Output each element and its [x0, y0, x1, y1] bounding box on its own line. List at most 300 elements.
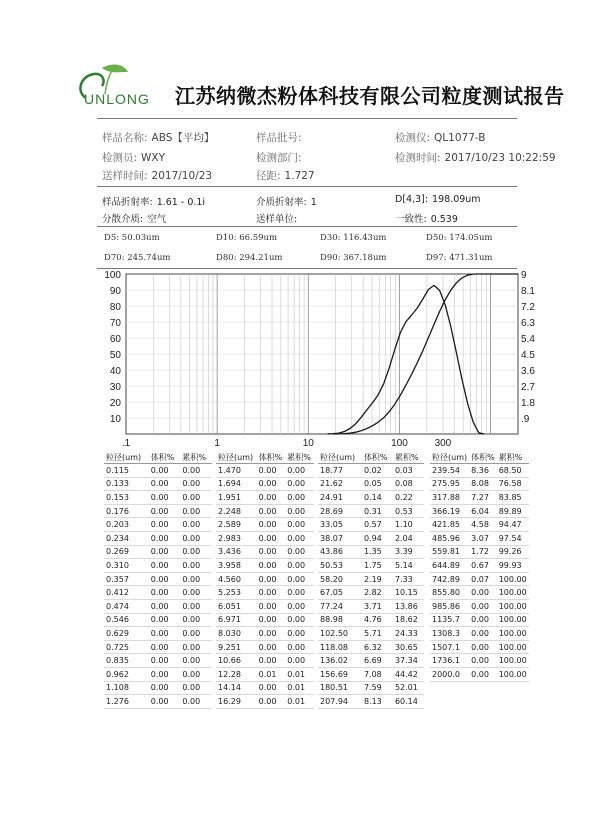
table-cell: 0.00 [150, 628, 169, 638]
table-cell: 0.629 [106, 628, 129, 638]
table-cell: 8.36 [471, 465, 489, 475]
table-row [216, 464, 314, 478]
y-right-tick-label: 4.5 [521, 350, 535, 361]
table-header: 累积% [287, 452, 311, 462]
table-cell: 24.33 [394, 628, 418, 638]
table-cell: 317.88 [432, 492, 460, 502]
y-right-tick-label: 2.7 [521, 382, 535, 393]
y-left-tick-label: 80 [109, 302, 121, 313]
table-cell: 99.26 [498, 547, 522, 557]
table-row [430, 654, 529, 668]
table-cell: 33.05 [320, 520, 343, 530]
table-cell: 0.00 [182, 479, 201, 489]
table-row [318, 681, 424, 695]
dept-field: 检测部门: [256, 152, 302, 164]
table-cell: 118.08 [320, 642, 348, 652]
table-row [318, 504, 424, 518]
table-cell: 0.00 [258, 533, 277, 543]
y-left-tick-label: 40 [109, 366, 121, 377]
table-row [430, 627, 529, 641]
table-cell: 100.00 [498, 574, 527, 584]
table-row [216, 654, 314, 668]
table-cell: 0.00 [258, 683, 277, 693]
table-cell: 0.08 [394, 479, 413, 489]
table-header: 粒径(um) [218, 452, 254, 462]
table-header: 粒径(um) [320, 452, 356, 462]
table-cell: 0.07 [471, 574, 489, 584]
table-cell: 1.35 [363, 547, 382, 557]
table-cell: 0.00 [150, 520, 169, 530]
table-cell: 0.310 [106, 560, 129, 570]
table-cell: 8.13 [363, 696, 382, 706]
sample-name-field: 样品名称: ABS【平均】 [102, 132, 215, 144]
table-cell: 5.14 [394, 560, 413, 570]
table-row [318, 586, 424, 600]
table-cell: 0.00 [471, 588, 489, 598]
table-cell: 0.176 [106, 506, 129, 516]
x-tick-label: 10 [302, 438, 314, 449]
table-cell: 0.00 [182, 520, 201, 530]
x-tick-label: 100 [391, 438, 408, 449]
dispersant-field: 分散介质: 空气 [102, 214, 167, 225]
table-cell: 1.470 [218, 465, 241, 475]
table-row [216, 531, 314, 545]
table-cell: 10.15 [394, 588, 418, 598]
table-row [104, 559, 212, 573]
table-cell: 0.67 [471, 560, 489, 570]
table-cell: 0.00 [182, 465, 201, 475]
table-cell: 1507.1 [432, 642, 460, 652]
table-cell: 0.00 [258, 628, 277, 638]
sender-field: 送样单位: [256, 214, 298, 225]
table-cell: 6.69 [363, 656, 382, 666]
table-cell: 180.51 [320, 683, 348, 693]
table-cell: 0.00 [150, 601, 169, 611]
table-cell: 239.54 [432, 465, 460, 475]
y-left-tick-label: 20 [109, 398, 121, 409]
x-tick-label: 1 [214, 438, 220, 449]
table-row [216, 599, 314, 613]
table-cell: 0.00 [258, 601, 277, 611]
table-cell: 0.00 [258, 642, 277, 652]
data-table-3 [318, 451, 424, 709]
chart-grid [126, 274, 518, 434]
y-left-tick-label: 10 [109, 414, 121, 425]
table-row [318, 545, 424, 559]
table-cell: 0.01 [287, 683, 306, 693]
table-cell: 0.01 [258, 669, 277, 679]
table-cell: 2.983 [218, 533, 241, 543]
y-right-tick-label: 9 [521, 270, 527, 281]
table-row [216, 627, 314, 641]
y-right-tick-label: 5.4 [521, 334, 535, 345]
table-cell: 0.725 [106, 642, 129, 652]
table-row [216, 545, 314, 559]
table-cell: 0.00 [182, 656, 201, 666]
table-cell: 644.89 [432, 560, 460, 570]
table-row [318, 654, 424, 668]
table-row [318, 667, 424, 681]
y-right-tick-label: 7.2 [521, 302, 535, 313]
table-row [318, 491, 424, 505]
table-header: 体积% [258, 452, 283, 462]
data-table-2 [216, 451, 314, 709]
table-row [104, 572, 212, 586]
table-cell: 421.85 [432, 520, 460, 530]
table-cell: 0.00 [287, 533, 306, 543]
table-cell: 0.00 [182, 533, 201, 543]
table-row [104, 586, 212, 600]
table-row [216, 491, 314, 505]
medium-ri-field: 介质折射率: 1 [256, 197, 317, 208]
table-row [430, 599, 529, 613]
table-cell: 0.00 [287, 560, 306, 570]
d80-value: D80: 294.21um [216, 253, 283, 263]
table-cell: 0.00 [287, 628, 306, 638]
d90-value: D90: 367.18um [320, 253, 387, 263]
table-cell: 0.00 [182, 669, 201, 679]
table-cell: 0.269 [106, 547, 129, 557]
table-cell: 28.69 [320, 506, 343, 516]
table-cell: 100.00 [498, 628, 527, 638]
table-cell: 0.00 [287, 588, 306, 598]
table-row [104, 477, 212, 491]
d97-value: D97: 471.31um [426, 253, 493, 263]
table-cell: 0.546 [106, 615, 129, 625]
table-cell: 0.00 [150, 506, 169, 516]
d50-value: D50: 174.05um [426, 233, 493, 243]
table-cell: 0.00 [471, 669, 489, 679]
table-row [216, 559, 314, 573]
table-cell: 559.81 [432, 547, 460, 557]
table-cell: 94.47 [498, 520, 522, 530]
d43-field: D[4,3]: 198.09um [395, 194, 481, 205]
d5-value: D5: 50.03um [104, 233, 160, 243]
table-cell: 76.58 [498, 479, 522, 489]
data-table-4 [430, 451, 529, 682]
table-cell: 100.00 [498, 615, 527, 625]
table-cell: 7.08 [363, 669, 382, 679]
table-cell: 136.02 [320, 656, 348, 666]
table-cell: 2.04 [394, 533, 413, 543]
table-row [104, 654, 212, 668]
batch-field: 样品批号: [256, 132, 302, 144]
table-cell: 24.91 [320, 492, 343, 502]
table-cell: 0.31 [363, 506, 382, 516]
table-cell: 16.29 [218, 696, 241, 706]
table-cell: 0.00 [150, 696, 169, 706]
table-cell: 0.00 [182, 547, 201, 557]
instrument-field: 检测仪: QL1077-B [395, 132, 486, 144]
table-cell: 1.951 [218, 492, 241, 502]
table-cell: 99.93 [498, 560, 522, 570]
table-row [318, 599, 424, 613]
table-cell: 0.22 [394, 492, 413, 502]
table-cell: 3.07 [471, 533, 489, 543]
table-cell: 4.560 [218, 574, 241, 584]
y-left-tick-label: 60 [109, 334, 121, 345]
table-cell: 0.00 [471, 601, 489, 611]
table-cell: 0.00 [287, 656, 306, 666]
table-cell: 7.27 [471, 492, 489, 502]
table-cell: 2.589 [218, 520, 241, 530]
table-cell: 0.00 [471, 656, 489, 666]
table-row [216, 477, 314, 491]
table-cell: 7.33 [394, 574, 413, 584]
table-row [430, 464, 529, 478]
table-row [318, 572, 424, 586]
table-row [104, 640, 212, 654]
volume-distribution-curve [328, 285, 485, 434]
table-cell: 6.04 [471, 506, 489, 516]
table-cell: 3.958 [218, 560, 241, 570]
table-cell: 1.75 [363, 560, 382, 570]
tester-field: 检测员: WXY [102, 152, 166, 164]
report-title: 江苏纳微杰粉体科技有限公司粒度测试报告 [175, 84, 565, 108]
table-cell: 1.72 [471, 547, 489, 557]
table-cell: 4.76 [363, 615, 382, 625]
table-cell: 0.474 [106, 601, 129, 611]
table-cell: 1.276 [106, 696, 129, 706]
table-cell: 0.00 [182, 683, 201, 693]
table-cell: 0.00 [287, 601, 306, 611]
table-cell: 100.00 [498, 601, 527, 611]
table-row [104, 464, 212, 478]
table-cell: 100.00 [498, 669, 527, 679]
table-cell: 0.00 [150, 683, 169, 693]
y-right-tick-label: 8.1 [521, 286, 535, 297]
table-row [216, 640, 314, 654]
table-cell: 21.62 [320, 479, 343, 489]
table-row [216, 572, 314, 586]
table-cell: 0.00 [182, 492, 201, 502]
table-cell: 207.94 [320, 696, 348, 706]
table-cell: 2000.0 [432, 669, 460, 679]
table-cell: 0.00 [287, 642, 306, 652]
table-cell: 0.00 [258, 506, 277, 516]
table-cell: 44.42 [394, 669, 418, 679]
table-cell: 0.01 [287, 696, 306, 706]
table-row [430, 545, 529, 559]
table-cell: 0.00 [150, 533, 169, 543]
table-cell: 0.57 [363, 520, 382, 530]
table-cell: 0.00 [258, 574, 277, 584]
table-row [430, 531, 529, 545]
table-cell: 13.86 [394, 601, 418, 611]
table-header: 体积% [363, 452, 388, 462]
x-tick-label: .1 [121, 438, 131, 449]
d70-value: D70: 245.74um [104, 253, 171, 263]
table-cell: 0.00 [150, 560, 169, 570]
table-header: 粒径(um) [432, 452, 468, 462]
table-header: 累积% [394, 452, 419, 462]
table-row [318, 531, 424, 545]
table-cell: 67.05 [320, 588, 343, 598]
table-row [216, 613, 314, 627]
table-cell: 12.28 [218, 669, 241, 679]
table-cell: 0.00 [150, 479, 169, 489]
table-cell: 0.00 [258, 588, 277, 598]
table-cell: 742.89 [432, 574, 460, 584]
table-cell: 6.32 [363, 642, 382, 652]
table-row [216, 695, 314, 709]
table-row [104, 613, 212, 627]
table-row [318, 627, 424, 641]
table-cell: 0.00 [287, 547, 306, 557]
test-time-field: 检测时间: 2017/10/23 10:22:59 [395, 152, 556, 164]
table-cell: 1736.1 [432, 656, 460, 666]
table-cell: 855.80 [432, 588, 460, 598]
table-cell: 68.50 [498, 465, 522, 475]
table-cell: 9.251 [218, 642, 241, 652]
y-left-tick-label: 30 [109, 382, 121, 393]
table-row [216, 504, 314, 518]
table-cell: 1135.7 [432, 615, 460, 625]
table-row [104, 681, 212, 695]
table-cell: 18.62 [394, 615, 418, 625]
table-cell: 485.96 [432, 533, 460, 543]
table-cell: 89.89 [498, 506, 522, 516]
x-tick-label: 300 [434, 438, 452, 449]
table-cell: 1308.3 [432, 628, 460, 638]
uniformity-field: 一致性: 0.539 [395, 214, 458, 225]
table-row [430, 586, 529, 600]
table-cell: 37.34 [394, 656, 418, 666]
table-row [430, 477, 529, 491]
table-cell: 8.08 [471, 479, 489, 489]
table-cell: 366.19 [432, 506, 460, 516]
y-right-tick-label: .9 [521, 414, 530, 425]
table-cell: 0.00 [182, 560, 201, 570]
table-header: 体积% [150, 452, 175, 462]
table-cell: 2.248 [218, 506, 241, 516]
table-cell: 1.10 [394, 520, 413, 530]
table-cell: 5.253 [218, 588, 241, 598]
table-cell: 6.051 [218, 601, 241, 611]
table-cell: 0.00 [287, 520, 306, 530]
y-left-tick-label: 100 [104, 270, 121, 281]
table-cell: 0.03 [394, 465, 413, 475]
table-cell: 5.71 [363, 628, 382, 638]
table-header: 累积% [182, 452, 206, 462]
table-cell: 6.971 [218, 615, 241, 625]
table-cell: 1.694 [218, 479, 241, 489]
span-field: 径距: 1.727 [256, 170, 315, 182]
table-cell: 275.95 [432, 479, 460, 489]
table-row [104, 667, 212, 681]
table-row [216, 667, 314, 681]
table-cell: 0.962 [106, 669, 129, 679]
table-cell: 0.00 [471, 615, 489, 625]
table-cell: 14.14 [218, 683, 241, 693]
table-cell: 7.59 [363, 683, 382, 693]
table-header: 粒径(um) [106, 452, 142, 462]
table-row [430, 613, 529, 627]
y-left-tick-label: 70 [109, 318, 121, 329]
send-time-field: 送样时间: 2017/10/23 [102, 170, 213, 182]
table-row [318, 559, 424, 573]
table-cell: 4.58 [471, 520, 489, 530]
table-cell: 10.66 [218, 656, 241, 666]
table-cell: 0.357 [106, 574, 129, 584]
table-cell: 3.39 [394, 547, 413, 557]
table-cell: 0.00 [258, 465, 277, 475]
table-cell: 985.86 [432, 601, 460, 611]
table-row [318, 640, 424, 654]
table-row [318, 518, 424, 532]
table-cell: 0.00 [150, 669, 169, 679]
table-row [430, 504, 529, 518]
table-cell: 8.030 [218, 628, 241, 638]
table-cell: 156.69 [320, 669, 348, 679]
table-cell: 0.00 [182, 574, 201, 584]
table-cell: 38.07 [320, 533, 343, 543]
table-cell: 102.50 [320, 628, 348, 638]
table-cell: 0.00 [471, 628, 489, 638]
table-cell: 0.00 [258, 656, 277, 666]
table-cell: 0.133 [106, 479, 129, 489]
table-cell: 0.53 [394, 506, 413, 516]
table-cell: 0.00 [287, 615, 306, 625]
table-row [104, 627, 212, 641]
table-cell: 0.00 [182, 628, 201, 638]
table-cell: 43.86 [320, 547, 343, 557]
table-row [216, 681, 314, 695]
table-cell: 0.00 [258, 492, 277, 502]
table-header: 累积% [498, 452, 523, 462]
table-row [104, 491, 212, 505]
table-row [318, 695, 424, 709]
table-cell: 0.00 [258, 696, 277, 706]
table-row [318, 613, 424, 627]
table-cell: 0.115 [106, 465, 129, 475]
table-cell: 0.234 [106, 533, 129, 543]
table-cell: 0.412 [106, 588, 129, 598]
table-cell: 0.00 [150, 492, 169, 502]
table-cell: 0.153 [106, 492, 129, 502]
table-cell: 0.05 [363, 479, 382, 489]
table-cell: 60.14 [394, 696, 418, 706]
table-row [430, 572, 529, 586]
table-cell: 0.203 [106, 520, 129, 530]
table-cell: 52.01 [394, 683, 418, 693]
table-cell: 0.94 [363, 533, 382, 543]
table-row [318, 464, 424, 478]
sample-ri-field: 样品折射率: 1.61 - 0.1i [102, 197, 206, 208]
table-cell: 0.00 [150, 588, 169, 598]
table-cell: 0.835 [106, 656, 129, 666]
table-cell: 100.00 [498, 656, 527, 666]
table-cell: 0.01 [287, 669, 306, 679]
y-left-tick-label: 50 [109, 350, 121, 361]
table-cell: 0.00 [150, 574, 169, 584]
table-cell: 0.02 [363, 465, 382, 475]
table-cell: 0.00 [258, 520, 277, 530]
table-cell: 0.00 [258, 479, 277, 489]
table-cell: 97.54 [498, 533, 522, 543]
table-cell: 0.00 [258, 560, 277, 570]
table-row [104, 518, 212, 532]
table-cell: 18.77 [320, 465, 343, 475]
table-cell: 3.436 [218, 547, 241, 557]
table-cell: 0.00 [182, 696, 201, 706]
table-cell: 0.00 [182, 601, 201, 611]
table-cell: 100.00 [498, 588, 527, 598]
chart-axis-labels [104, 270, 535, 449]
table-row [430, 667, 529, 681]
table-cell: 0.14 [363, 492, 382, 502]
table-cell: 100.00 [498, 642, 527, 652]
